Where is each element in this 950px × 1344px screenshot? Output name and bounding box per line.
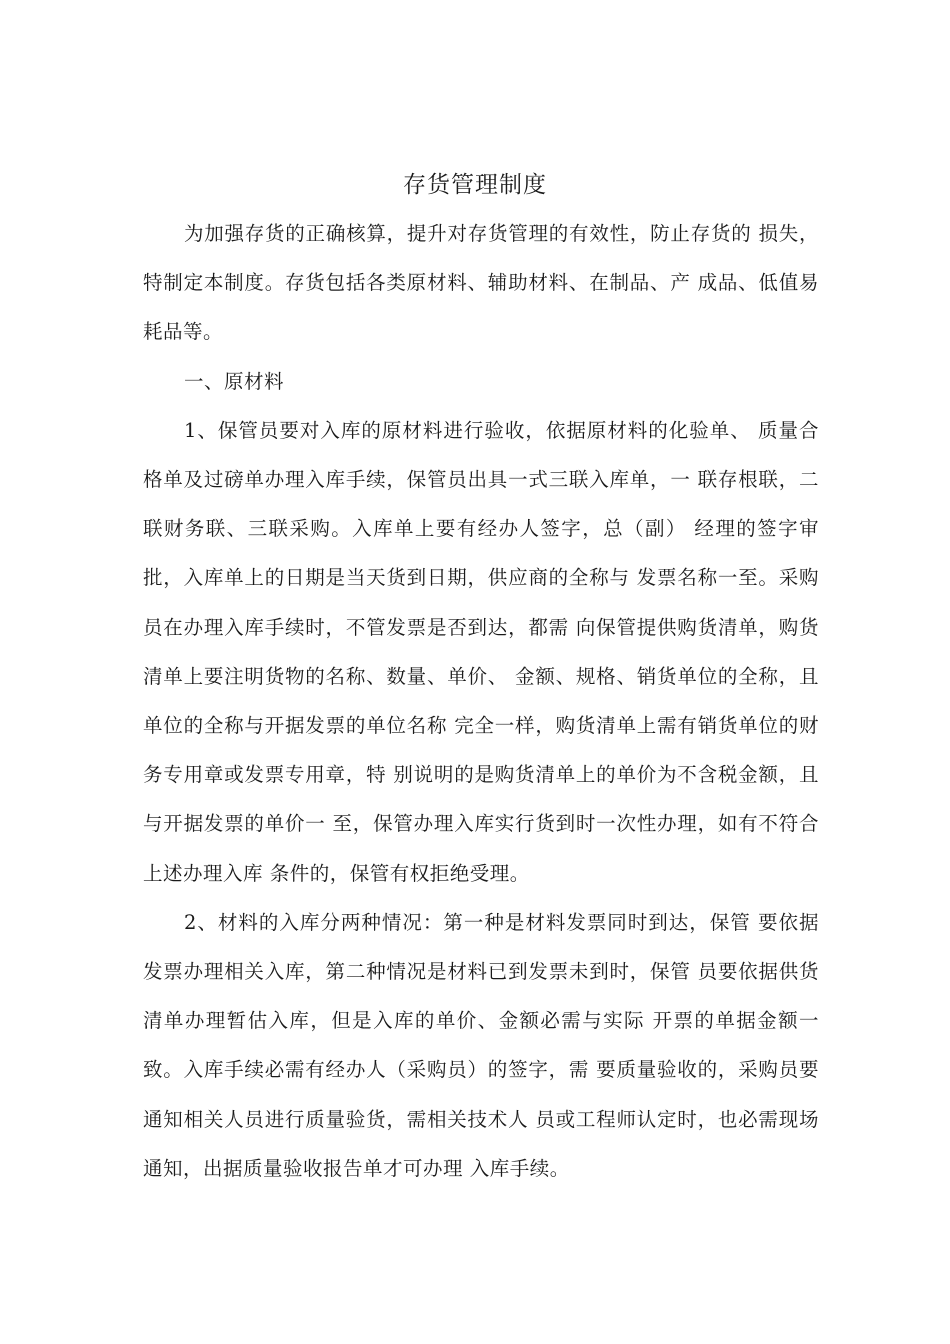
paragraph-item-2: 2、材料的入库分两种情况：第一种是材料发票同时到达，保管 要依据发票办理相关入库，第二种情况是材料已到发票未到时，保管 员要依据供货清单办理暂估入库，但是入库的单价、金额必需与实际 开票的单据金额一致。入库手续必需有经办人（采购员）的签字，需 要质量验收的，采购员要通知相关人员进行质量验货，需相关技术人 员或工程师认定时，也必需现场通知，出据质量验收报告单才可办理 入库手续。 — [143, 910, 819, 1180]
page-title: 存货管理制度 — [403, 172, 547, 198]
section-heading-raw-materials: 一、原材料 — [183, 369, 284, 393]
paragraph-item-1: 1、保管员要对入库的原材料进行验收，依据原材料的化验单、 质量合格单及过磅单办理入库手续，保管员出具一式三联入库单，一 联存根联，二联财务联、三联采购。入库单上要有经办人签字，总（副） 经理的签字审批，入库单上的日期是当天货到日期，供应商的全称与 发票名称一至。采购员在办理入库手续时，不管发票是否到达，都需 向保管提供购货清单，购货清单上要注明货物的名称、数量、单价、 金额、规格、销货单位的全称，且单位的全称与开据发票的单位名称 完全一样，购货清单上需有销货单位的财务专用章或发票专用章，特 别说明的是购货清单上的单价为不含税金额，且与开据发票的单价一 至，保管办理入库实行货到时一次性办理，如有不符合上述办理入库 条件的，保管有权拒绝受理。 — [143, 418, 819, 885]
document-body — [143, 209, 819, 1193]
paragraph-intro: 为加强存货的正确核算，提升对存货管理的有效性，防止存货的 损失，特制定本制度。存货包括各类原材料、辅助材料、在制品、产 成品、低值易耗品等。 — [143, 222, 819, 344]
